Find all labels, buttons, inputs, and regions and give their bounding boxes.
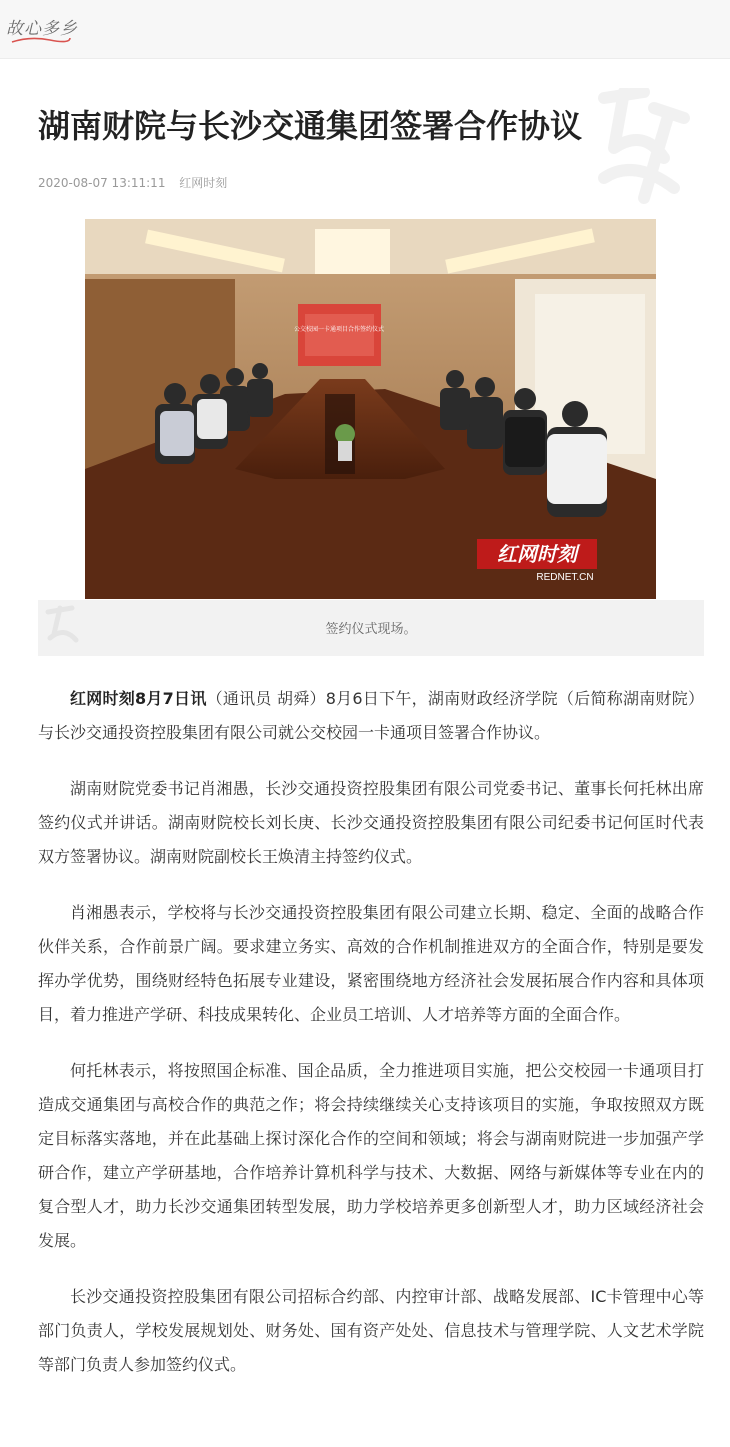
photo-caption: 签约仪式现场。 <box>325 622 417 637</box>
article-body <box>38 682 704 1404</box>
watermark-url: REDNET.CN <box>536 572 594 583</box>
meeting-room-illustration <box>85 219 656 599</box>
article-paragraph: 长沙交通投资控股集团有限公司招标合约部、内控审计部、战略发展部、IC卡管理中心等部门负责人，学校发展规划处、财务处、国有资产处处、信息技术与管理学院、人文艺术学院等部门负责人参加签约仪式。 <box>38 1287 704 1374</box>
article-paragraph <box>38 682 704 750</box>
logo-swash-icon <box>10 36 72 44</box>
article-photo <box>85 219 656 599</box>
article-paragraph: 湖南财院党委书记肖湘愚，长沙交通投资控股集团有限公司党委书记、董事长何托林出席签约仪式并讲话。湖南财院校长刘长庚、长沙交通投资控股集团有限公司纪委书记何匡时代表双方签署协议。湖南财院副校长王焕清主持签约仪式。 <box>38 779 704 866</box>
article-meta <box>38 174 237 191</box>
publish-date: 2020-08-07 13:11:11 <box>38 176 166 190</box>
paragraph-text: （通讯员 胡舜）8月6日下午，湖南财政经济学院（后简称湖南财院）与长沙交通投资控股集团有限公司就公交校园一卡通项目签署合作协议。 <box>38 689 704 742</box>
site-logo[interactable]: 故心多乡 <box>6 19 78 39</box>
article-source[interactable]: 红网时刻 <box>179 176 228 190</box>
watermark-brand: 红网时刻 <box>497 542 577 566</box>
article-paragraph: 何托林表示，将按照国企标准、国企品质，全力推进项目实施，把公交校园一卡通项目打造成交通集团与高校合作的典范之作；将会持续继续关心支持该项目的实施，争取按照双方既定目标落实落地，并在此基础上探讨深化合作的空间和领域；将会与湖南财院进一步加强产学研合作，建立产学研基地，合作培养计算机科学与技术、大数据、网络与新媒体等专业在内的复合型人才，助力长沙交通集团转型发展，助力学校培养更多创新型人才，助力区域经济社会发展。 <box>38 1061 704 1250</box>
article-paragraph: 肖湘愚表示，学校将与长沙交通投资控股集团有限公司建立长期、稳定、全面的战略合作伙伴关系，合作前景广阔。要求建立务实、高效的合作机制推进双方的全面合作，特别是要发挥办学优势，围绕财经特色拓展专业建设，紧密围绕地方经济社会发展拓展合作内容和具体项目，着力推进产学研、科技成果转化、企业员工培训、人才培养等方面的全面合作。 <box>38 903 704 1024</box>
screen-title: 公交校园一卡通项目合作签约仪式 <box>293 327 385 333</box>
photo-caption-box <box>38 600 704 656</box>
top-bar <box>0 0 730 59</box>
lead-dateline: 红网时刻8月7日讯 <box>70 689 207 708</box>
article-title: 湖南财院与长沙交通集团签署合作协议 <box>38 107 583 145</box>
